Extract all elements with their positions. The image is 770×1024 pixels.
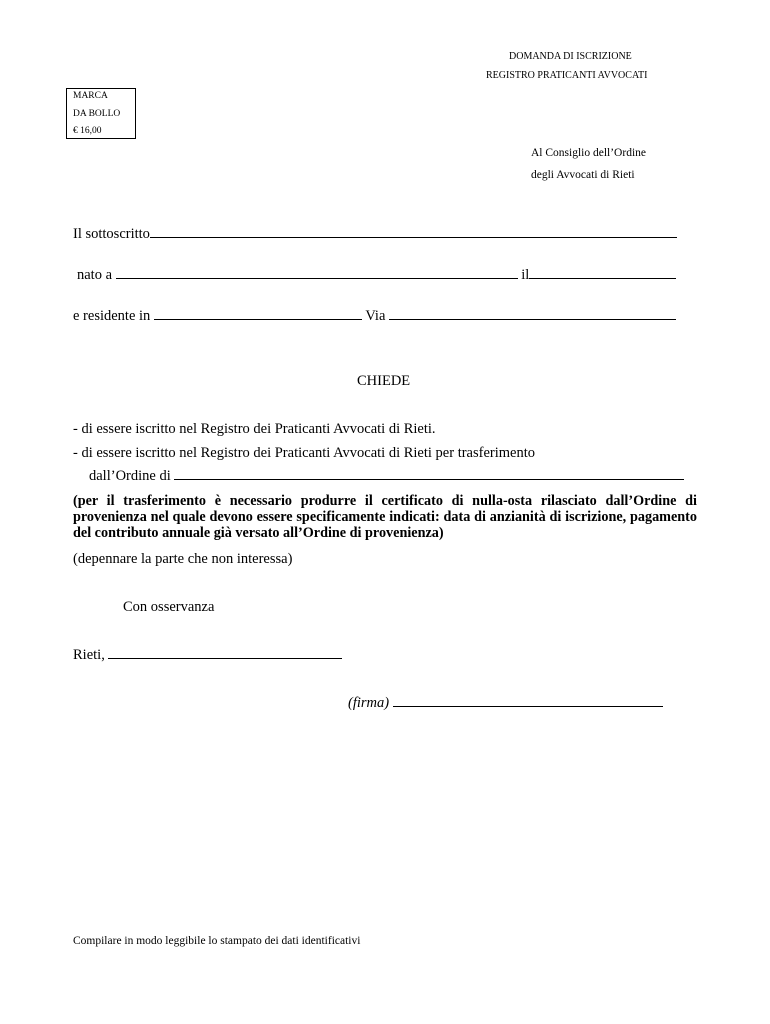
residente-label: e residente in xyxy=(73,308,151,324)
trasferimento-note: (per il trasferimento è necessario produrre il certificato di nulla-osta rilasciato dall’Ordine di provenienza nel quale devono essere specificamente indicati: data di anzianità di iscrizione, pagamento del contributo annuale già versato all’Ordine di provenienza) xyxy=(73,493,697,541)
sottoscritto-label: Il sottoscritto xyxy=(73,226,150,242)
date-signature-blank[interactable] xyxy=(108,657,342,659)
via-blank[interactable] xyxy=(389,318,676,320)
signature-label: (firma) xyxy=(348,695,390,711)
chiede-heading: CHIEDE xyxy=(357,373,411,389)
nato-blank[interactable] xyxy=(116,277,518,279)
nato-label: nato a xyxy=(77,267,113,283)
form-title-line1: DOMANDA DI ISCRIZIONE xyxy=(509,51,632,62)
stamp-label-line1: MARCA xyxy=(73,91,108,101)
depennare-note: (depennare la parte che non interessa) xyxy=(73,551,293,567)
signature-row xyxy=(348,695,663,712)
sottoscritto-row xyxy=(73,226,677,243)
revenue-stamp-box xyxy=(66,88,136,139)
recipient-line2: degli Avvocati di Rieti xyxy=(531,169,635,181)
form-title-line2: REGISTRO PRATICANTI AVVOCATI xyxy=(486,70,648,81)
stamp-amount: € 16,00 xyxy=(73,126,102,136)
place-label: Rieti, xyxy=(73,647,105,663)
recipient-line1: Al Consiglio dell’Ordine xyxy=(531,147,646,159)
ordine-label: dall’Ordine di xyxy=(89,468,171,484)
nato-row xyxy=(77,267,676,284)
closing-greeting: Con osservanza xyxy=(123,599,215,615)
stamp-label-line2: DA BOLLO xyxy=(73,109,121,119)
option-iscrizione: - di essere iscritto nel Registro dei Praticanti Avvocati di Rieti. xyxy=(73,421,436,437)
ordine-blank[interactable] xyxy=(174,478,684,480)
ordine-provenienza-row xyxy=(89,468,684,485)
sottoscritto-blank[interactable] xyxy=(150,236,677,238)
residente-blank[interactable] xyxy=(154,318,362,320)
place-date-row xyxy=(73,647,342,664)
via-label: Via xyxy=(365,308,386,324)
il-label: il xyxy=(521,267,530,283)
signature-blank[interactable] xyxy=(393,705,663,707)
date-blank[interactable] xyxy=(529,277,676,279)
option-trasferimento: - di essere iscritto nel Registro dei Praticanti Avvocati di Rieti per trasferimento xyxy=(73,445,535,461)
footer-note: Compilare in modo leggibile lo stampato dei dati identificativi xyxy=(73,935,361,947)
residente-row xyxy=(73,308,676,325)
